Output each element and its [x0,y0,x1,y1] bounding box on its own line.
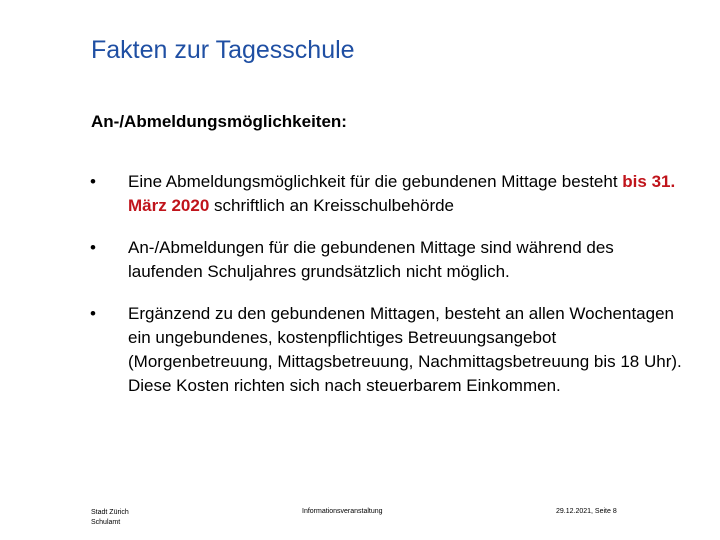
footer-organization [91,508,129,528]
bullet-text: An-/Abmeldungen für die gebundenen Mittage sind während des laufenden Schuljahres grundsätzlich nicht möglich. [128,238,614,281]
bullet-icon: • [90,304,96,323]
footer-event: Informationsveranstaltung [302,508,383,515]
footer-org-line1: Stadt Zürich [91,509,129,516]
footer-date-page: 29.12.2021, Seite 8 [556,508,617,515]
bullet-icon: • [90,172,96,191]
bullet-item-care-offer [90,302,690,398]
section-heading: An-/Abmeldungsmöglichkeiten: [91,112,347,131]
bullet-icon: • [90,238,96,257]
footer-org-line2: Schulamt [91,519,121,526]
bullet-item-deadline [90,170,690,218]
bullet-list [90,170,690,416]
bullet-text-before: Eine Abmeldungsmöglichkeit für die gebundenen Mittage besteht [128,172,623,191]
slide-title: Fakten zur Tagesschule [91,36,355,64]
bullet-item-no-changes [90,236,690,284]
deadline-highlight: bis 31. März 2020 [128,172,676,215]
bullet-text: Ergänzend zu den gebundenen Mittagen, besteht an allen Wochentagen ein ungebundenes, kostenpflichtiges Betreuungsangebot (Morgenbetreuung, Mittagsbetreuung, Nachmittagsbetreuung bis 18 Uhr). Diese Kosten richten sich nach steuerbarem Einkommen. [128,304,682,395]
bullet-text-after: schriftlich an Kreisschulbehörde [209,196,455,215]
